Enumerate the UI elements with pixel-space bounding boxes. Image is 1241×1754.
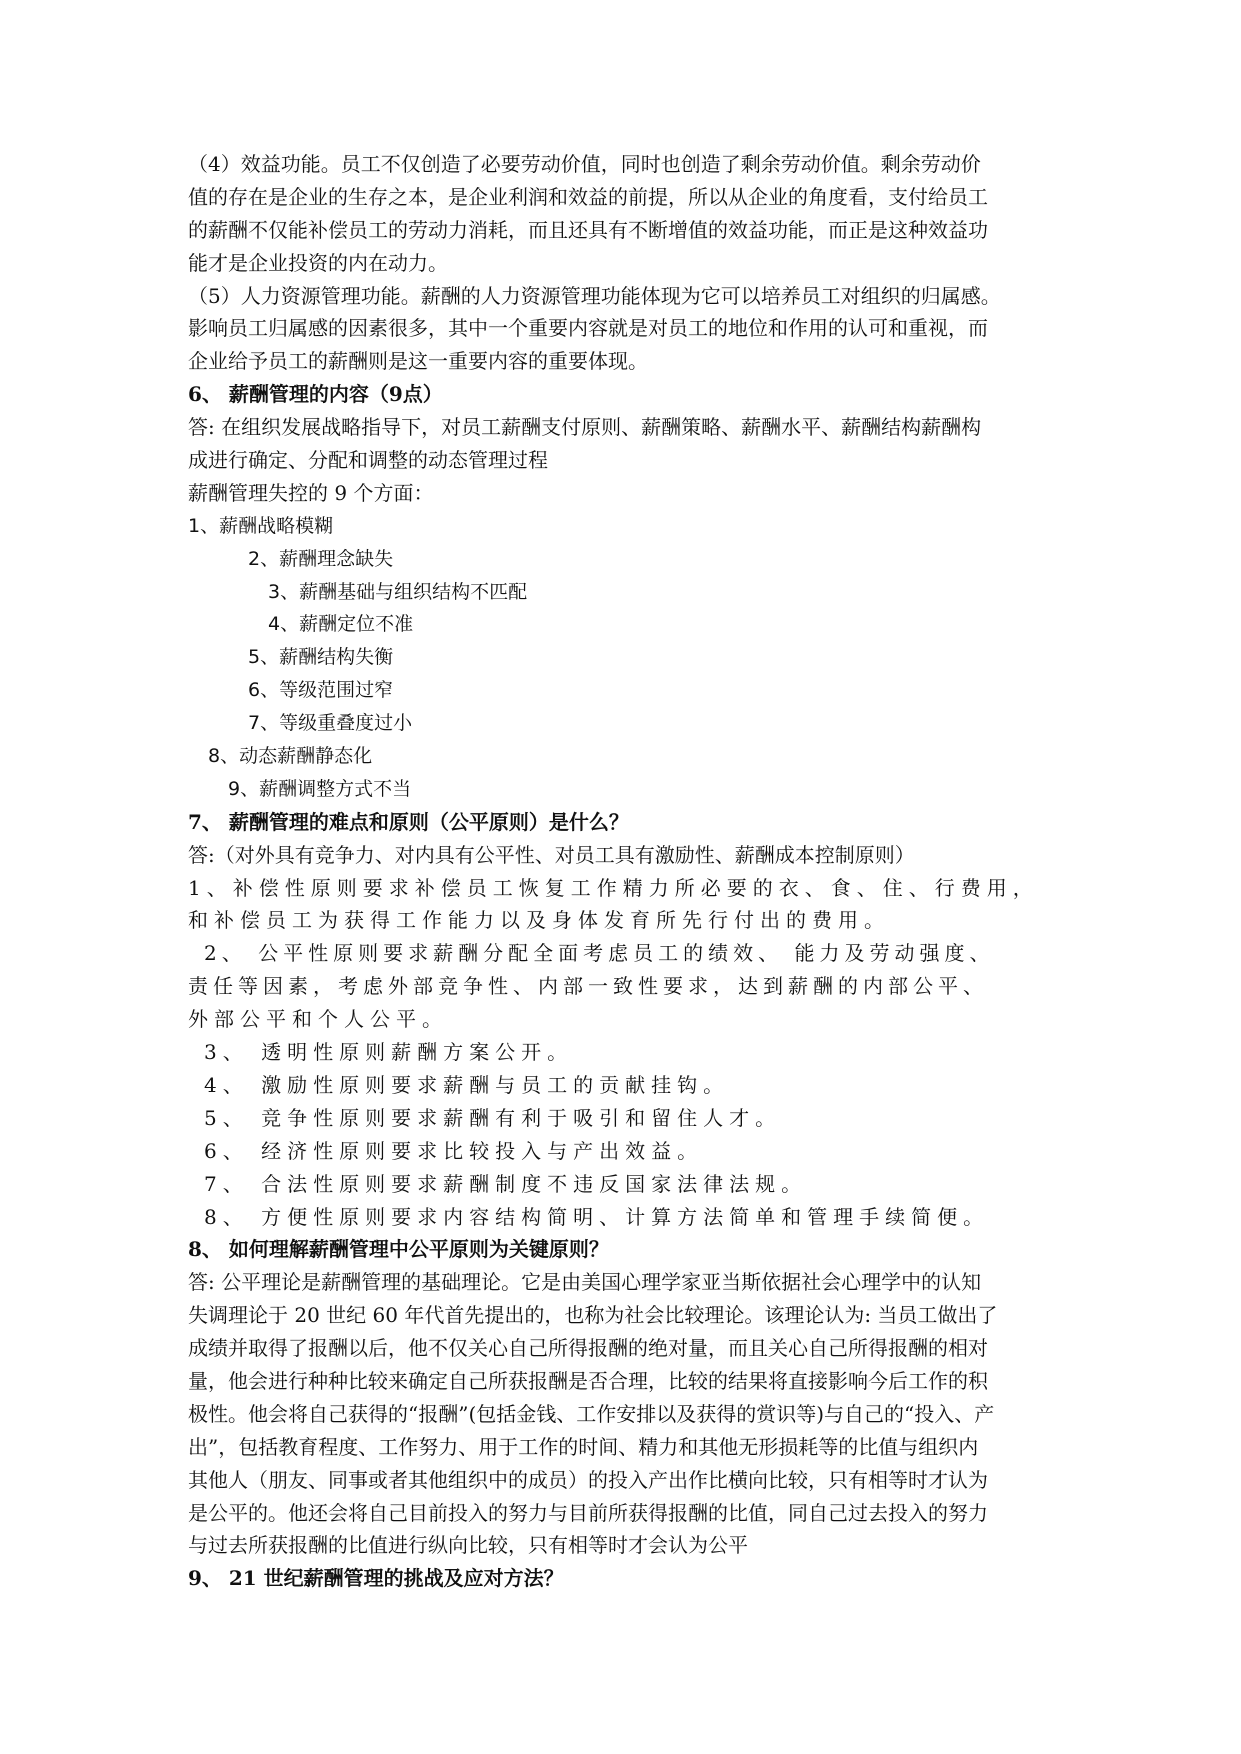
principle-line: 和补偿员工为获得工作能力以及身体发育所先行付出的费用。	[188, 908, 890, 933]
section-heading: 9、 21 世纪薪酬管理的挑战及应对方法？	[188, 1566, 564, 1591]
paragraph-line: （5）人力资源管理功能。薪酬的人力资源管理功能体现为它可以培养员工对组织的归属感。	[188, 283, 1001, 308]
paragraph-line: 影响员工归属感的因素很多，其中一个重要内容就是对员工的地位和作用的认可和重视，而	[188, 316, 988, 341]
principle-line: 6、 经济性原则要求比较投入与产出效益。	[204, 1138, 704, 1163]
paragraph-line: 答: 在组织发展战略指导下，对员工薪酬支付原则、薪酬策略、薪酬水平、薪酬结构薪酬构	[188, 415, 982, 440]
paragraph-line: 能才是企业投资的内在动力。	[188, 250, 448, 275]
paragraph-line: 是公平的。他还会将自己目前投入的努力与目前所获得报酬的比值，同自己过去投入的努力	[188, 1500, 988, 1525]
principle-line: 7、 合法性原则要求薪酬制度不违反国家法律法规。	[204, 1171, 808, 1196]
list-item: 5、薪酬结构失衡	[248, 646, 394, 669]
list-item: 7、等级重叠度过小	[248, 712, 413, 735]
list-item: 9、薪酬调整方式不当	[228, 777, 412, 800]
list-item: 2、薪酬理念缺失	[248, 547, 394, 570]
paragraph-line: 答: 公平理论是薪酬管理的基础理论。它是由美国心理学家亚当斯依据社会心理学中的认知	[188, 1270, 982, 1295]
principle-line: 5、 竞争性原则要求薪酬有利于吸引和留住人才。	[204, 1105, 782, 1130]
list-item: 6、等级范围过窄	[248, 679, 394, 702]
list-item: 3、薪酬基础与组织结构不匹配	[268, 580, 528, 603]
principle-line: 4、 激励性原则要求薪酬与员工的贡献挂钩。	[204, 1072, 730, 1097]
paragraph-line: 答:（对外具有竞争力、对内具有公平性、对员工具有激励性、薪酬成本控制原则）	[188, 842, 915, 867]
paragraph-line: 量，他会进行种种比较来确定自己所获报酬是否合理，比较的结果将直接影响今后工作的积	[188, 1368, 988, 1393]
document-body	[188, 148, 1068, 1595]
principle-line: 2、 公平性原则要求薪酬分配全面考虑员工的绩效、 能力及劳动强度、	[204, 941, 995, 966]
principle-line: 责任等因素，考虑外部竞争性、内部一致性要求，达到薪酬的内部公平、	[188, 974, 988, 999]
list-item: 1、薪酬战略模糊	[188, 514, 334, 537]
paragraph-line: （4）效益功能。员工不仅创造了必要劳动价值，同时也创造了剩余劳动价值。剩余劳动价	[188, 152, 981, 176]
principle-line: 3、 透明性原则薪酬方案公开。	[204, 1040, 574, 1065]
paragraph-line: 出”，包括教育程度、工作努力、用于工作的时间、精力和其他无形损耗等的比值与组织内	[188, 1434, 979, 1459]
paragraph-line: 的薪酬不仅能补偿员工的劳动力消耗，而且还具有不断增值的效益功能，而正是这种效益功	[188, 217, 988, 242]
paragraph-line: 企业给予员工的薪酬则是这一重要内容的重要体现。	[188, 349, 648, 374]
paragraph-line: 成进行确定、分配和调整的动态管理过程	[188, 448, 548, 473]
paragraph-line: 成绩并取得了报酬以后，他不仅关心自己所得报酬的绝对量，而且关心自己所得报酬的相对	[188, 1336, 988, 1361]
paragraph-line: 与过去所获报酬的比值进行纵向比较，只有相等时才会认为公平	[188, 1533, 748, 1558]
principle-line: 外部公平和个人公平。	[188, 1007, 448, 1032]
paragraph-line: 其他人（朋友、同事或者其他组织中的成员）的投入产出作比横向比较，只有相等时才认为	[188, 1467, 988, 1492]
paragraph-line: 极性。他会将自己获得的“报酬”(包括金钱、工作安排以及获得的赏识等)与自己的“投入、产	[188, 1401, 995, 1426]
paragraph-line: 薪酬管理失控的 9 个方面：	[188, 480, 434, 505]
principle-line: 1、补偿性原则要求补偿员工恢复工作精力所必要的衣、食、住、行费用，	[188, 875, 1039, 900]
paragraph-line: 失调理论于 20 世纪 60 年代首先提出的，也称为社会比较理论。该理论认为: 当员工做出了	[188, 1303, 998, 1328]
principle-line: 8、 方便性原则要求内容结构简明、计算方法简单和管理手续简便。	[204, 1204, 990, 1229]
section-heading: 8、 如何理解薪酬管理中公平原则为关键原则？	[188, 1237, 609, 1262]
list-item: 4、薪酬定位不准	[268, 613, 414, 636]
section-heading: 7、 薪酬管理的难点和原则（公平原则）是什么？	[188, 809, 629, 834]
paragraph-line: 值的存在是企业的生存之本，是企业利润和效益的前提，所以从企业的角度看，支付给员工	[188, 184, 988, 209]
section-heading: 6、 薪酬管理的内容（9点）	[188, 382, 443, 407]
list-item: 8、动态薪酬静态化	[208, 745, 373, 768]
